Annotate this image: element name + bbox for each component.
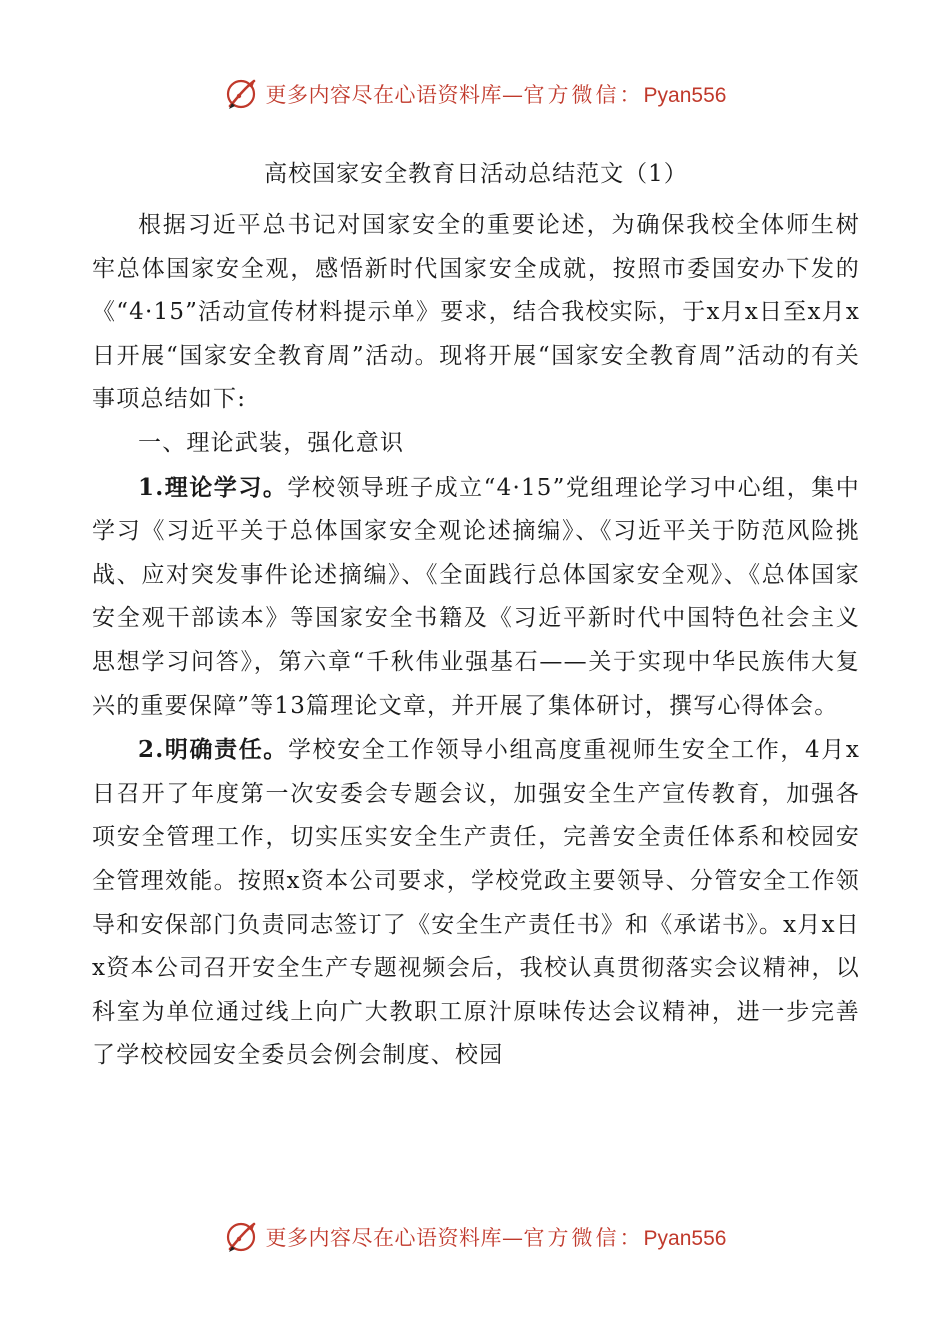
watermark-wechat-handle: Pyan556 <box>643 84 727 107</box>
watermark-wechat-handle-bottom: Pyan556 <box>643 1227 727 1250</box>
watermark-brand-bottom: 更多内容尽在心语资料库 <box>265 1226 503 1250</box>
section-heading-1: 一、理论武装，强化意识 <box>138 429 405 456</box>
document-body <box>92 152 860 1078</box>
watermark-group-bottom <box>224 1219 727 1255</box>
intro-paragraph: 根据习近平总书记对国家安全的重要论述，为确保我校全体师生树牢总体国家安全观，感悟新时代国家安全成就，按照市委国安办下发的《“4·15”活动宣传材料提示单》要求，结合我校实际，于x月x日至x月x日开展“国家安全教育周”活动。现将开展“国家安全教育周”活动的有关事项总结如下: <box>92 212 860 413</box>
header-watermark <box>0 72 950 116</box>
watermark-group <box>224 76 727 112</box>
item-paragraph-2 <box>92 728 860 1078</box>
pen-logo-icon <box>224 1219 260 1255</box>
watermark-brand: 更多内容尽在心语资料库 <box>265 83 503 107</box>
watermark-dash: — <box>502 83 524 107</box>
footer-watermark <box>0 1215 950 1259</box>
item-paragraph-1 <box>92 466 860 729</box>
watermark-wechat-label: 官方微信： <box>523 83 644 107</box>
item-body-2: 学校安全工作领导小组高度重视师生安全工作，4月x日召开了年度第一次安委会专题会议，加强安全生产宣传教育，加强各项安全管理工作，切实压实安全生产责任，完善安全责任体系和校园安全管理效能。按照x资本公司要求，学校党政主要领导、分管安全工作领导和安保部门负责同志签订了《安全生产责任书》和《承诺书》。x月x日x资本公司召开安全生产专题视频会后，我校认真贯彻落实会议精神，以科室为单位通过线上向广大教职工原汁原味传达会议精神，进一步完善了学校校园安全委员会例会制度、校园 <box>92 737 860 1069</box>
item-body-1: 学校领导班子成立“4·15”党组理论学习中心组，集中学习《习近平关于总体国家安全观论述摘编》、《习近平关于防范风险挑战、应对突发事件论述摘编》、《全面践行总体国家安全观》、《总体国家安全观干部读本》等国家安全书籍及《习近平新时代中国特色社会主义思想学习问答》，第六章“千秋伟业强基石——关于实现中华民族伟大复兴的重要保障”等13篇理论文章，并开展了集体研讨，撰写心得体会。 <box>92 474 860 719</box>
item-heading-1: 1.理论学习。 <box>138 473 288 501</box>
watermark-wechat-label-bottom: 官方微信： <box>523 1226 644 1250</box>
pen-logo-icon <box>224 76 260 112</box>
watermark-text <box>266 79 727 109</box>
watermark-text-bottom <box>266 1222 727 1252</box>
item-heading-2: 2.明确责任。 <box>138 736 288 764</box>
document-title: 高校国家安全教育日活动总结范文（1） <box>264 161 688 187</box>
watermark-dash-bottom: — <box>502 1226 524 1250</box>
